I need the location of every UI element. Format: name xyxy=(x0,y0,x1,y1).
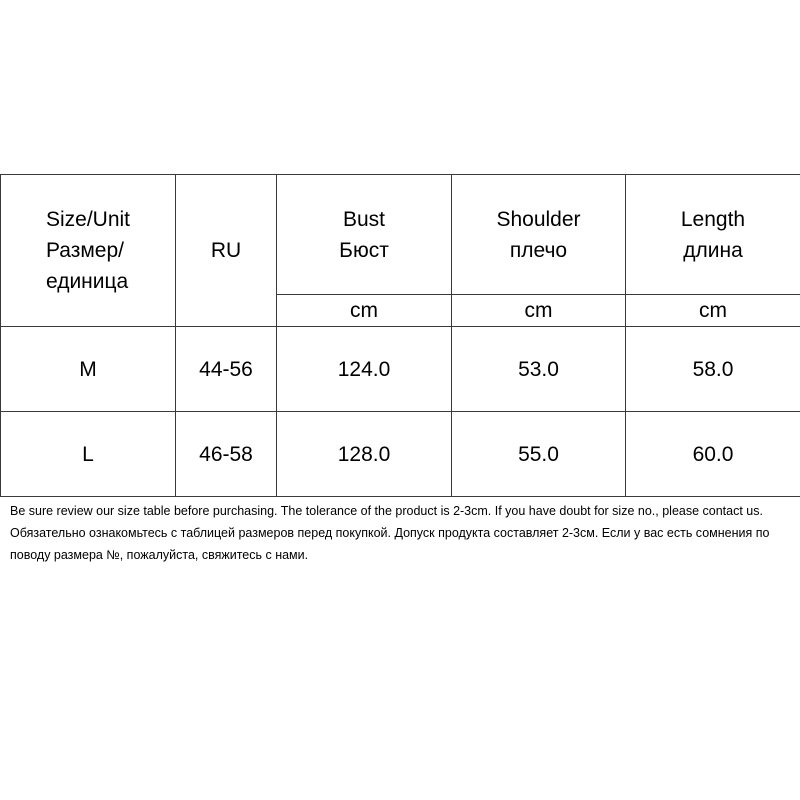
header-shoulder-en: Shoulder xyxy=(496,207,581,231)
cell-size: M xyxy=(1,327,176,412)
cell-bust: 124.0 xyxy=(277,327,452,412)
size-table xyxy=(0,174,800,497)
header-bust-ru: Бюст xyxy=(339,238,389,262)
table-header-row xyxy=(1,175,800,295)
table-row xyxy=(1,327,800,412)
size-note-russian: Обязательно ознакомьтесь с таблицей размеров перед покупкой. Допуск продукта составляет 2-3см. Если у вас есть сомнения по поводу размера №, пожалуйста, свяжитесь с нами. xyxy=(10,526,770,562)
header-length-ru: длина xyxy=(683,238,743,262)
header-size-unit-ru-1: Размер/ xyxy=(45,239,124,262)
header-shoulder-ru: плечо xyxy=(509,238,568,262)
header-size-unit xyxy=(1,175,176,327)
header-bust-en: Bust xyxy=(342,207,386,231)
header-shoulder xyxy=(452,175,626,295)
size-table-container xyxy=(0,174,800,496)
header-size-unit-ru-2: единица xyxy=(45,270,129,293)
header-bust xyxy=(277,175,452,295)
cell-length: 58.0 xyxy=(626,327,800,412)
table-row xyxy=(1,412,800,497)
cell-ru: 44-56 xyxy=(176,327,277,412)
cell-ru: 46-58 xyxy=(176,412,277,497)
cell-shoulder: 55.0 xyxy=(452,412,626,497)
cell-bust: 128.0 xyxy=(277,412,452,497)
cell-size: L xyxy=(1,412,176,497)
unit-cell-bust: cm xyxy=(277,295,452,327)
header-ru xyxy=(176,175,277,327)
unit-cell-shoulder: cm xyxy=(452,295,626,327)
header-length-en: Length xyxy=(680,207,746,231)
cell-length: 60.0 xyxy=(626,412,800,497)
header-length xyxy=(626,175,800,295)
size-note xyxy=(10,500,795,566)
header-ru-label: RU xyxy=(210,239,242,262)
size-note-english: Be sure review our size table before purchasing. The tolerance of the product is 2-3cm. If you have doubt for size no., please contact us. xyxy=(10,504,763,518)
header-size-unit-en: Size/Unit xyxy=(45,208,131,231)
unit-cell-length: cm xyxy=(626,295,800,327)
cell-shoulder: 53.0 xyxy=(452,327,626,412)
